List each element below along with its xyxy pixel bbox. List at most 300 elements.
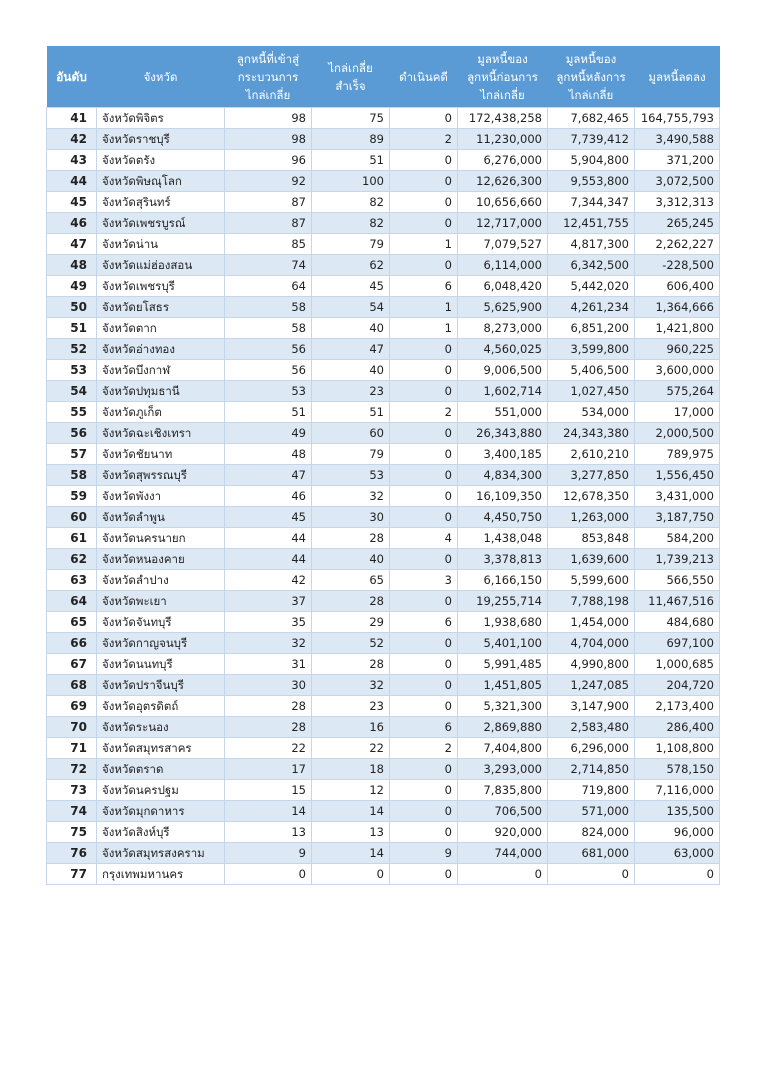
table-row [47,717,720,738]
cell-prosecuted: 0 [390,633,458,654]
cell-debt-before: 19,255,714 [458,591,548,612]
cell-prosecuted: 0 [390,759,458,780]
cell-debt-reduced: 1,739,213 [635,549,720,570]
cell-debtors-entered: 53 [225,381,312,402]
cell-prosecuted: 0 [390,549,458,570]
cell-debt-reduced: 3,072,500 [635,171,720,192]
cell-prosecuted: 0 [390,213,458,234]
cell-province: จังหวัดลำปาง [97,570,225,591]
cell-debt-reduced: 17,000 [635,402,720,423]
cell-prosecuted: 0 [390,360,458,381]
cell-debt-after: 7,344,347 [548,192,635,213]
cell-debtors-entered: 0 [225,864,312,885]
cell-debt-after: 5,442,020 [548,276,635,297]
cell-province: จังหวัดปทุมธานี [97,381,225,402]
cell-debtors-entered: 58 [225,318,312,339]
cell-province: จังหวัดนครนายก [97,528,225,549]
cell-debt-after: 4,817,300 [548,234,635,255]
table-row [47,339,720,360]
cell-debtors-entered: 15 [225,780,312,801]
cell-mediated-success: 16 [312,717,390,738]
cell-debt-before: 6,048,420 [458,276,548,297]
cell-province: จังหวัดบึงกาฬ [97,360,225,381]
cell-mediated-success: 28 [312,591,390,612]
cell-debt-before: 4,834,300 [458,465,548,486]
table-row [47,633,720,654]
cell-debt-after: 7,682,465 [548,108,635,129]
cell-debtors-entered: 98 [225,108,312,129]
cell-debt-reduced: 575,264 [635,381,720,402]
cell-debt-after: 2,583,480 [548,717,635,738]
cell-rank: 50 [47,297,97,318]
cell-rank: 74 [47,801,97,822]
cell-debtors-entered: 46 [225,486,312,507]
cell-prosecuted: 0 [390,423,458,444]
cell-debt-reduced: 484,680 [635,612,720,633]
cell-prosecuted: 9 [390,843,458,864]
cell-debtors-entered: 51 [225,402,312,423]
cell-mediated-success: 65 [312,570,390,591]
cell-debt-reduced: 1,000,685 [635,654,720,675]
cell-debt-after: 4,704,000 [548,633,635,654]
cell-debt-after: 1,027,450 [548,381,635,402]
table-row [47,822,720,843]
cell-province: จังหวัดภูเก็ต [97,402,225,423]
cell-debt-before: 1,938,680 [458,612,548,633]
cell-debt-reduced: 164,755,793 [635,108,720,129]
cell-province: จังหวัดลำพูน [97,507,225,528]
cell-debtors-entered: 98 [225,129,312,150]
cell-debt-before: 172,438,258 [458,108,548,129]
table-row [47,801,720,822]
cell-debt-after: 534,000 [548,402,635,423]
cell-mediated-success: 51 [312,402,390,423]
cell-rank: 63 [47,570,97,591]
table-row [47,486,720,507]
cell-debtors-entered: 17 [225,759,312,780]
cell-debt-after: 571,000 [548,801,635,822]
table-row [47,675,720,696]
cell-mediated-success: 60 [312,423,390,444]
cell-debtors-entered: 45 [225,507,312,528]
cell-prosecuted: 0 [390,381,458,402]
cell-debt-before: 8,273,000 [458,318,548,339]
cell-debtors-entered: 22 [225,738,312,759]
cell-debt-reduced: 566,550 [635,570,720,591]
cell-debt-after: 6,342,500 [548,255,635,276]
table-row [47,591,720,612]
table-row [47,738,720,759]
table-row [47,780,720,801]
cell-mediated-success: 45 [312,276,390,297]
table-row [47,108,720,129]
cell-debt-before: 744,000 [458,843,548,864]
cell-debt-before: 9,006,500 [458,360,548,381]
cell-debt-before: 2,869,880 [458,717,548,738]
cell-debt-before: 920,000 [458,822,548,843]
cell-rank: 59 [47,486,97,507]
cell-debtors-entered: 37 [225,591,312,612]
table-row [47,423,720,444]
cell-prosecuted: 0 [390,108,458,129]
cell-mediated-success: 52 [312,633,390,654]
cell-debt-reduced: 63,000 [635,843,720,864]
cell-debt-before: 6,166,150 [458,570,548,591]
cell-debtors-entered: 13 [225,822,312,843]
cell-rank: 48 [47,255,97,276]
cell-debt-after: 9,553,800 [548,171,635,192]
cell-prosecuted: 0 [390,864,458,885]
cell-debtors-entered: 48 [225,444,312,465]
cell-rank: 76 [47,843,97,864]
cell-debt-before: 1,438,048 [458,528,548,549]
cell-prosecuted: 2 [390,129,458,150]
cell-prosecuted: 0 [390,507,458,528]
cell-debt-reduced: 135,500 [635,801,720,822]
cell-province: จังหวัดพิจิตร [97,108,225,129]
cell-debt-reduced: 3,431,000 [635,486,720,507]
cell-debt-before: 0 [458,864,548,885]
cell-prosecuted: 0 [390,696,458,717]
cell-prosecuted: 0 [390,465,458,486]
cell-mediated-success: 100 [312,171,390,192]
cell-debt-after: 1,639,600 [548,549,635,570]
cell-province: จังหวัดราชบุรี [97,129,225,150]
cell-mediated-success: 54 [312,297,390,318]
cell-mediated-success: 32 [312,675,390,696]
cell-rank: 57 [47,444,97,465]
cell-debt-before: 6,114,000 [458,255,548,276]
cell-debt-reduced: 3,490,588 [635,129,720,150]
cell-debt-before: 3,400,185 [458,444,548,465]
cell-debt-after: 24,343,380 [548,423,635,444]
cell-debt-after: 0 [548,864,635,885]
cell-debtors-entered: 74 [225,255,312,276]
cell-debt-after: 3,599,800 [548,339,635,360]
cell-mediated-success: 23 [312,381,390,402]
cell-mediated-success: 14 [312,843,390,864]
cell-province: จังหวัดตรัง [97,150,225,171]
cell-debt-reduced: 584,200 [635,528,720,549]
table-row [47,318,720,339]
cell-debt-reduced: 789,975 [635,444,720,465]
cell-debtors-entered: 49 [225,423,312,444]
cell-prosecuted: 6 [390,276,458,297]
cell-province: จังหวัดตราด [97,759,225,780]
cell-debt-reduced: 960,225 [635,339,720,360]
cell-rank: 71 [47,738,97,759]
cell-province: จังหวัดสุพรรณบุรี [97,465,225,486]
cell-rank: 55 [47,402,97,423]
cell-debt-after: 1,247,085 [548,675,635,696]
cell-rank: 43 [47,150,97,171]
table-row [47,234,720,255]
table-row [47,465,720,486]
cell-debt-after: 6,851,200 [548,318,635,339]
cell-debt-after: 5,406,500 [548,360,635,381]
cell-mediated-success: 79 [312,444,390,465]
cell-prosecuted: 3 [390,570,458,591]
cell-debt-reduced: 204,720 [635,675,720,696]
cell-province: จังหวัดยโสธร [97,297,225,318]
cell-rank: 54 [47,381,97,402]
cell-debt-reduced: 3,187,750 [635,507,720,528]
cell-province: จังหวัดตาก [97,318,225,339]
cell-debt-after: 12,451,755 [548,213,635,234]
cell-debtors-entered: 28 [225,717,312,738]
cell-rank: 72 [47,759,97,780]
cell-prosecuted: 1 [390,297,458,318]
table-row [47,192,720,213]
cell-debt-before: 4,560,025 [458,339,548,360]
cell-debt-reduced: 11,467,516 [635,591,720,612]
cell-rank: 47 [47,234,97,255]
cell-mediated-success: 0 [312,864,390,885]
cell-province: จังหวัดฉะเชิงเทรา [97,423,225,444]
cell-mediated-success: 14 [312,801,390,822]
cell-debt-reduced: 265,245 [635,213,720,234]
cell-debt-reduced: 0 [635,864,720,885]
cell-prosecuted: 0 [390,801,458,822]
cell-rank: 61 [47,528,97,549]
cell-debt-reduced: 697,100 [635,633,720,654]
cell-debt-after: 3,147,900 [548,696,635,717]
cell-debtors-entered: 87 [225,213,312,234]
cell-mediated-success: 18 [312,759,390,780]
cell-province: จังหวัดสมุทรสาคร [97,738,225,759]
cell-rank: 62 [47,549,97,570]
cell-rank: 66 [47,633,97,654]
cell-debt-before: 7,079,527 [458,234,548,255]
header-debt-after: มูลหนี้ของ ลูกหนี้หลังการ ไกล่เกลี่ย [548,46,635,108]
cell-mediated-success: 30 [312,507,390,528]
cell-debt-before: 6,276,000 [458,150,548,171]
cell-province: จังหวัดพังงา [97,486,225,507]
cell-debtors-entered: 64 [225,276,312,297]
cell-debt-reduced: 7,116,000 [635,780,720,801]
table-row [47,150,720,171]
cell-rank: 70 [47,717,97,738]
cell-rank: 69 [47,696,97,717]
cell-debt-before: 11,230,000 [458,129,548,150]
cell-mediated-success: 53 [312,465,390,486]
table-row [47,276,720,297]
cell-debt-before: 3,378,813 [458,549,548,570]
cell-prosecuted: 6 [390,612,458,633]
cell-prosecuted: 0 [390,780,458,801]
cell-debt-after: 5,904,800 [548,150,635,171]
cell-debt-before: 10,656,660 [458,192,548,213]
cell-mediated-success: 28 [312,654,390,675]
header-mediated-success: ไกล่เกลี่ย สำเร็จ [312,46,390,108]
header-row [47,46,720,108]
cell-debt-reduced: 578,150 [635,759,720,780]
cell-province: จังหวัดน่าน [97,234,225,255]
cell-debt-after: 2,610,210 [548,444,635,465]
cell-rank: 75 [47,822,97,843]
table-row [47,570,720,591]
cell-province: จังหวัดหนองคาย [97,549,225,570]
cell-rank: 53 [47,360,97,381]
cell-debt-after: 853,848 [548,528,635,549]
cell-province: กรุงเทพมหานคร [97,864,225,885]
cell-prosecuted: 0 [390,150,458,171]
cell-rank: 44 [47,171,97,192]
cell-province: จังหวัดเพชรบูรณ์ [97,213,225,234]
cell-mediated-success: 29 [312,612,390,633]
cell-mediated-success: 89 [312,129,390,150]
cell-debt-before: 16,109,350 [458,486,548,507]
cell-debt-after: 5,599,600 [548,570,635,591]
cell-rank: 58 [47,465,97,486]
cell-mediated-success: 13 [312,822,390,843]
cell-rank: 73 [47,780,97,801]
cell-debt-after: 3,277,850 [548,465,635,486]
table-row [47,654,720,675]
cell-prosecuted: 0 [390,192,458,213]
cell-debt-before: 1,451,805 [458,675,548,696]
cell-prosecuted: 0 [390,591,458,612]
cell-debt-before: 551,000 [458,402,548,423]
cell-debt-before: 7,404,800 [458,738,548,759]
cell-prosecuted: 0 [390,486,458,507]
cell-province: จังหวัดอ่างทอง [97,339,225,360]
cell-prosecuted: 0 [390,675,458,696]
cell-rank: 68 [47,675,97,696]
cell-province: จังหวัดมุกดาหาร [97,801,225,822]
cell-debt-reduced: 3,600,000 [635,360,720,381]
cell-prosecuted: 1 [390,318,458,339]
cell-rank: 46 [47,213,97,234]
cell-mediated-success: 51 [312,150,390,171]
cell-prosecuted: 0 [390,339,458,360]
cell-debt-before: 5,401,100 [458,633,548,654]
cell-debt-reduced: 606,400 [635,276,720,297]
cell-mediated-success: 62 [312,255,390,276]
cell-debt-after: 6,296,000 [548,738,635,759]
cell-prosecuted: 1 [390,234,458,255]
table-row [47,129,720,150]
cell-prosecuted: 0 [390,654,458,675]
cell-debt-after: 1,263,000 [548,507,635,528]
cell-rank: 49 [47,276,97,297]
cell-rank: 51 [47,318,97,339]
cell-debtors-entered: 87 [225,192,312,213]
cell-debt-after: 12,678,350 [548,486,635,507]
cell-prosecuted: 2 [390,738,458,759]
cell-province: จังหวัดเพชรบุรี [97,276,225,297]
cell-prosecuted: 0 [390,822,458,843]
cell-debt-before: 5,991,485 [458,654,548,675]
cell-mediated-success: 32 [312,486,390,507]
header-rank: อันดับ [47,46,97,108]
cell-mediated-success: 79 [312,234,390,255]
header-debt-reduced: มูลหนี้ลดลง [635,46,720,108]
table-row [47,360,720,381]
cell-province: จังหวัดสุรินทร์ [97,192,225,213]
cell-debtors-entered: 56 [225,339,312,360]
cell-debtors-entered: 92 [225,171,312,192]
cell-rank: 45 [47,192,97,213]
cell-debt-before: 1,602,714 [458,381,548,402]
table-row [47,843,720,864]
cell-province: จังหวัดจันทบุรี [97,612,225,633]
cell-debt-reduced: 371,200 [635,150,720,171]
cell-debtors-entered: 31 [225,654,312,675]
cell-debt-after: 4,990,800 [548,654,635,675]
cell-debt-before: 12,626,300 [458,171,548,192]
cell-debt-reduced: 286,400 [635,717,720,738]
cell-province: จังหวัดพิษณุโลก [97,171,225,192]
cell-province: จังหวัดนครปฐม [97,780,225,801]
cell-debtors-entered: 30 [225,675,312,696]
cell-debt-before: 4,450,750 [458,507,548,528]
header-prosecuted: ดำเนินคดี [390,46,458,108]
cell-debtors-entered: 58 [225,297,312,318]
table-row [47,696,720,717]
cell-debt-reduced: 2,000,500 [635,423,720,444]
table-row [47,549,720,570]
cell-prosecuted: 0 [390,444,458,465]
cell-debtors-entered: 35 [225,612,312,633]
table-row [47,612,720,633]
table-row [47,255,720,276]
cell-debt-before: 5,321,300 [458,696,548,717]
cell-rank: 77 [47,864,97,885]
header-debt-before: มูลหนี้ของ ลูกหนี้ก่อนการ ไกล่เกลี่ย [458,46,548,108]
cell-debt-reduced: 96,000 [635,822,720,843]
cell-province: จังหวัดพะเยา [97,591,225,612]
cell-debt-after: 719,800 [548,780,635,801]
cell-mediated-success: 40 [312,318,390,339]
cell-debtors-entered: 42 [225,570,312,591]
cell-debt-reduced: 1,556,450 [635,465,720,486]
cell-mediated-success: 12 [312,780,390,801]
cell-rank: 42 [47,129,97,150]
table-row [47,444,720,465]
cell-rank: 41 [47,108,97,129]
cell-province: จังหวัดชัยนาท [97,444,225,465]
cell-province: จังหวัดแม่ฮ่องสอน [97,255,225,276]
cell-prosecuted: 2 [390,402,458,423]
cell-mediated-success: 28 [312,528,390,549]
cell-debt-before: 7,835,800 [458,780,548,801]
cell-mediated-success: 82 [312,213,390,234]
cell-debtors-entered: 96 [225,150,312,171]
cell-province: จังหวัดปราจีนบุรี [97,675,225,696]
header-debtors-entered: ลูกหนี้ที่เข้าสู่ กระบวนการ ไกล่เกลี่ย [225,46,312,108]
table-row [47,213,720,234]
table-body [47,108,720,885]
cell-debtors-entered: 28 [225,696,312,717]
cell-rank: 67 [47,654,97,675]
cell-debtors-entered: 44 [225,528,312,549]
cell-debtors-entered: 14 [225,801,312,822]
cell-debt-before: 3,293,000 [458,759,548,780]
cell-debtors-entered: 44 [225,549,312,570]
cell-debt-before: 12,717,000 [458,213,548,234]
cell-debtors-entered: 32 [225,633,312,654]
table-row [47,381,720,402]
cell-prosecuted: 6 [390,717,458,738]
cell-debt-reduced: 3,312,313 [635,192,720,213]
cell-rank: 56 [47,423,97,444]
debt-mediation-table [46,46,720,885]
cell-province: จังหวัดระนอง [97,717,225,738]
table-row [47,528,720,549]
cell-mediated-success: 40 [312,360,390,381]
cell-province: จังหวัดสมุทรสงคราม [97,843,225,864]
